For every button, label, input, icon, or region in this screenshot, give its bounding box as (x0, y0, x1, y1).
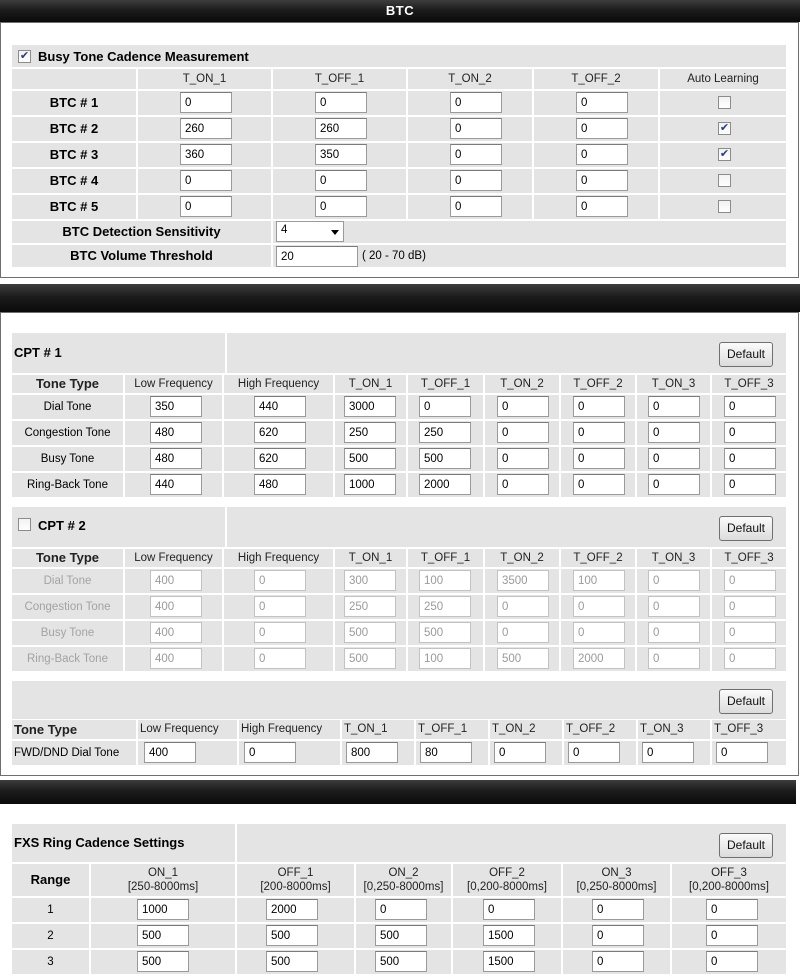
fxs-column-name: OFF_1 (277, 867, 314, 879)
cpt2-tone-label: Congestion Tone (24, 601, 111, 613)
cpt1-value-input[interactable] (497, 474, 549, 495)
fxs-value-input[interactable] (375, 899, 427, 920)
fxs-value-input[interactable] (592, 925, 644, 946)
cpt2-value-input[interactable] (150, 648, 202, 669)
cpt1-tone-label: Congestion Tone (24, 427, 111, 439)
cpt2-value-input[interactable] (254, 570, 306, 591)
btc-value-input[interactable] (450, 92, 502, 113)
cpt2-value-input[interactable] (150, 596, 202, 617)
cpt2-column-header: T_OFF_2 (573, 552, 623, 564)
btc-column-header: Auto Learning (687, 73, 759, 85)
cpt1-value-input[interactable] (344, 448, 396, 469)
cpt1-header-cell (408, 375, 483, 393)
cpt1-column-header: Tone Type (35, 376, 100, 391)
fxs-column-name: OFF_2 (489, 867, 525, 879)
cpt1-column-header: T_OFF_2 (573, 378, 623, 390)
fxs-range-header: Range (30, 872, 71, 887)
btc-header-cell (273, 69, 406, 89)
btc-sensitivity-label-cell (12, 221, 271, 243)
btc-row-label: BTC # 4 (49, 173, 99, 188)
cpt2-column-header: Low Frequency (134, 552, 213, 564)
cpt1-row-label-cell (12, 395, 123, 419)
btc-header-blank (12, 69, 136, 89)
btc-header-cell (138, 69, 271, 89)
cpt1-value-input[interactable] (648, 422, 700, 443)
fxs-value-input[interactable] (483, 951, 535, 972)
btc-threshold-label: BTC Volume Threshold (70, 248, 213, 263)
cpt1-value-input[interactable] (419, 448, 471, 469)
fxs-value-input[interactable] (706, 925, 758, 946)
cpt1-value-input[interactable] (573, 448, 625, 469)
btc-column-header: T_OFF_1 (314, 73, 365, 85)
fxs-value-input[interactable] (375, 925, 427, 946)
fxs-range-number: 3 (47, 956, 54, 968)
btc-measurement-label: Busy Tone Cadence Measurement (38, 49, 249, 64)
cpt2-tone-label: Dial Tone (43, 575, 92, 587)
fxs-column-range: [250-8000ms] (127, 881, 199, 893)
fwd-column-header: T_ON_1 (344, 723, 388, 735)
cpt1-row-label-cell (12, 473, 123, 497)
cpt2-value-input[interactable] (724, 596, 776, 617)
btc-value-input[interactable] (450, 170, 502, 191)
cpt1-value-input[interactable] (648, 448, 700, 469)
cpt2-column-header: T_OFF_3 (724, 552, 774, 564)
cpt2-value-input[interactable] (724, 570, 776, 591)
fxs-value-input[interactable] (706, 899, 758, 920)
btc-header-cell (408, 69, 532, 89)
fwd-tone-label: FWD/DND Dial Tone (14, 747, 120, 759)
btc-title: BTC (385, 3, 415, 18)
cpt1-value-input[interactable] (573, 396, 625, 417)
btc-value-input[interactable] (576, 118, 628, 139)
cpt1-value-input[interactable] (150, 396, 202, 417)
btc-auto-learning-checkbox[interactable] (718, 96, 731, 109)
btc-auto-learning-checkbox[interactable] (718, 200, 731, 213)
cpt2-header-cell (224, 549, 333, 567)
btc-row-label: BTC # 1 (49, 95, 99, 110)
btc-sensitivity-label: BTC Detection Sensitivity (62, 224, 221, 239)
fxs-row-label-cell (12, 898, 89, 922)
cpt2-tone-label: Ring-Back Tone (27, 653, 108, 665)
fwd-value-input[interactable] (144, 742, 196, 763)
cpt2-row-label-cell (12, 621, 123, 645)
cpt2-value-input[interactable] (573, 622, 625, 643)
btc-row-label-cell (12, 91, 136, 115)
fxs-range-number: 1 (47, 904, 54, 916)
fwd-value-input[interactable] (244, 742, 296, 763)
fwd-header-cell (342, 720, 414, 739)
fxs-range-header-cell (12, 864, 89, 896)
cpt1-value-input[interactable] (648, 474, 700, 495)
btc-value-input[interactable] (576, 196, 628, 217)
cpt1-header-cell (12, 375, 123, 393)
cpt1-value-input[interactable] (419, 396, 471, 417)
btc-header-cell (660, 69, 786, 89)
fwd-default-cell (12, 681, 786, 719)
cpt1-column-header: T_OFF_3 (724, 378, 774, 390)
cpt1-value-input[interactable] (254, 422, 306, 443)
cpt2-row-label-cell (12, 595, 123, 619)
fwd-header-cell (638, 720, 710, 739)
cpt2-value-input[interactable] (648, 648, 700, 669)
fxs-column-range: [0,250-8000ms] (363, 881, 444, 893)
cpt1-column-header: T_ON_2 (500, 378, 544, 390)
fxs-value-input[interactable] (706, 951, 758, 972)
cpt2-tone-label: Busy Tone (40, 627, 95, 639)
cpt2-row-label-cell (12, 647, 123, 671)
cpt2-header-cell (712, 549, 786, 567)
cpt2-value-input[interactable] (419, 570, 471, 591)
cpt1-value-input[interactable] (254, 474, 306, 495)
fxs-column-name: ON_2 (388, 867, 419, 879)
cpt2-value-input[interactable] (254, 648, 306, 669)
fxs-value-input[interactable] (592, 899, 644, 920)
cpt1-title: CPT # 1 (14, 345, 62, 360)
cpt2-header-cell (408, 549, 483, 567)
fwd-column-header: T_OFF_1 (418, 723, 468, 735)
cpt2-column-header: T_ON_2 (500, 552, 544, 564)
cpt1-header-cell (485, 375, 559, 393)
btc-row-label-cell (12, 117, 136, 141)
btc-column-header: T_OFF_2 (571, 73, 621, 85)
cpt1-header-cell (712, 375, 786, 393)
fxs-column-name: ON_3 (601, 867, 632, 879)
fwd-column-header: T_ON_3 (640, 723, 684, 735)
cpt2-value-input[interactable] (573, 596, 625, 617)
cpt2-header-cell (125, 549, 222, 567)
cpt1-header-cell (335, 375, 406, 393)
btc-row-label-cell (12, 195, 136, 219)
cpt2-value-input[interactable] (724, 622, 776, 643)
cpt1-column-header: T_ON_1 (348, 378, 393, 390)
btc-value-input[interactable] (315, 92, 367, 113)
cpt2-value-input[interactable] (648, 596, 700, 617)
fwd-value-input[interactable] (494, 742, 546, 763)
cpt2-header-cell (485, 549, 559, 567)
cpt1-value-input[interactable] (497, 448, 549, 469)
fxs-value-input[interactable] (137, 951, 189, 972)
cpt2-value-input[interactable] (150, 622, 202, 643)
cpt1-tone-label: Dial Tone (43, 401, 92, 413)
cpt1-value-input[interactable] (344, 396, 396, 417)
fxs-value-input[interactable] (266, 925, 318, 946)
cpt1-value-input[interactable] (254, 448, 306, 469)
cpt1-value-input[interactable] (419, 474, 471, 495)
cpt2-value-input[interactable] (344, 570, 396, 591)
fwd-row-label-cell (12, 741, 136, 765)
btc-row-label-cell (12, 143, 136, 167)
fxs-value-input[interactable] (483, 899, 535, 920)
cpt2-value-input[interactable] (150, 570, 202, 591)
cpt1-value-input[interactable] (150, 448, 202, 469)
fxs-column-name: OFF_3 (711, 867, 747, 879)
btc-threshold-input[interactable] (276, 246, 358, 267)
cpt1-value-input[interactable] (497, 396, 549, 417)
fwd-header-cell (416, 720, 488, 739)
btc-column-header: T_ON_2 (448, 73, 492, 85)
fxs-default-button[interactable]: Default (719, 833, 773, 858)
cpt2-value-input[interactable] (344, 596, 396, 617)
cpt2-value-input[interactable] (344, 622, 396, 643)
cpt2-value-input[interactable] (344, 648, 396, 669)
cpt1-value-input[interactable] (254, 396, 306, 417)
cpt1-tone-label: Busy Tone (40, 453, 95, 465)
fwd-header-cell (564, 720, 636, 739)
btc-value-input[interactable] (450, 196, 502, 217)
btc-value-input[interactable] (180, 170, 232, 191)
fxs-column-range: [0,250-8000ms] (576, 881, 657, 893)
btc-value-input[interactable] (180, 92, 232, 113)
btc-title-bar (0, 0, 800, 22)
btc-value-input[interactable] (315, 118, 367, 139)
btc-value-input[interactable] (576, 92, 628, 113)
cpt2-value-input[interactable] (419, 648, 471, 669)
btc-column-header: T_ON_1 (182, 73, 227, 85)
fxs-row-label-cell (12, 950, 89, 974)
cpt1-value-input[interactable] (724, 474, 776, 495)
btc-auto-learning-checkbox[interactable]: ✔ (719, 122, 730, 134)
cpt1-default-cell (227, 333, 786, 373)
fxs-default-cell (237, 824, 786, 862)
btc-value-input[interactable] (180, 118, 232, 139)
fwd-value-input[interactable] (716, 742, 768, 763)
fxs-title-bar (0, 780, 796, 804)
cpt2-title: CPT # 2 (38, 518, 86, 533)
cpt1-header-cell (125, 375, 222, 393)
fwd-column-header: Low Frequency (140, 723, 219, 735)
fxs-column-range: [200-8000ms] (260, 881, 331, 893)
cpt1-column-header: T_OFF_1 (420, 378, 471, 390)
btc-value-input[interactable] (450, 144, 502, 165)
fxs-range-number: 2 (47, 930, 54, 942)
fwd-column-header: High Frequency (241, 723, 323, 735)
cpt1-column-header: Low Frequency (134, 378, 213, 390)
fxs-title: FXS Ring Cadence Settings (14, 835, 185, 850)
fwd-header-cell (239, 720, 340, 739)
cpt1-value-input[interactable] (573, 422, 625, 443)
cpt2-header-cell (561, 549, 635, 567)
cpt2-value-input[interactable] (497, 596, 549, 617)
btc-sensitivity-value: 4 (281, 224, 288, 236)
cpt2-column-header: High Frequency (237, 552, 320, 564)
btc-value-input[interactable] (180, 196, 232, 217)
fxs-value-input[interactable] (266, 951, 318, 972)
btc-value-input[interactable] (576, 144, 628, 165)
fxs-header-cell (356, 864, 451, 896)
fxs-header-cell (563, 864, 670, 896)
fwd-value-input[interactable] (568, 742, 620, 763)
btc-threshold-hint: ( 20 - 70 dB) (362, 250, 426, 262)
btc-header-cell (534, 69, 658, 89)
cpt2-value-input[interactable] (724, 648, 776, 669)
fwd-value-input[interactable] (346, 742, 398, 763)
cpt2-column-header: T_ON_1 (348, 552, 393, 564)
cpt2-value-input[interactable] (648, 622, 700, 643)
cpt1-column-header: T_ON_3 (651, 378, 696, 390)
cpt2-value-input[interactable] (254, 622, 306, 643)
fxs-column-range: [0,200-8000ms] (467, 881, 547, 893)
cpt1-row-label-cell (12, 421, 123, 445)
cpt1-tone-label: Ring-Back Tone (27, 479, 108, 491)
fwd-header-cell (490, 720, 562, 739)
btc-row-label: BTC # 2 (49, 121, 99, 136)
chevron-down-icon (331, 230, 339, 235)
cpt2-value-input[interactable] (497, 570, 549, 591)
btc-auto-learning-checkbox[interactable]: ✔ (719, 148, 730, 160)
cpt2-value-input[interactable] (573, 570, 625, 591)
cpt1-value-input[interactable] (344, 474, 396, 495)
cpt1-header-cell (224, 375, 333, 393)
btc-value-input[interactable] (315, 196, 367, 217)
cpt2-header-cell (335, 549, 406, 567)
fwd-column-header: T_OFF_3 (714, 723, 764, 735)
fxs-header-cell (453, 864, 561, 896)
cpt2-default-button[interactable]: Default (719, 516, 773, 541)
cpt1-value-input[interactable] (724, 396, 776, 417)
btc-sensitivity-value-cell (273, 221, 786, 243)
fxs-header-cell (237, 864, 354, 896)
fxs-column-name: ON_1 (147, 867, 179, 879)
cpt1-header-cell (637, 375, 710, 393)
btc-value-input[interactable] (450, 118, 502, 139)
fwd-value-input[interactable] (420, 742, 472, 763)
cpt1-value-input[interactable] (648, 396, 700, 417)
btc-sensitivity-select[interactable] (276, 221, 344, 242)
cpt2-value-input[interactable] (419, 622, 471, 643)
fxs-value-input[interactable] (137, 925, 189, 946)
cpt2-value-input[interactable] (497, 622, 549, 643)
cpt2-column-header: T_OFF_1 (420, 552, 471, 564)
cpt2-value-input[interactable] (648, 570, 700, 591)
fxs-value-input[interactable] (375, 951, 427, 972)
fxs-value-input[interactable] (483, 925, 535, 946)
btc-auto-learning-checkbox[interactable] (718, 174, 731, 187)
cpt1-value-input[interactable] (724, 422, 776, 443)
cpt2-column-header: Tone Type (35, 550, 100, 565)
fxs-value-input[interactable] (266, 899, 318, 920)
cpt1-row-label-cell (12, 447, 123, 471)
cpt2-value-input[interactable] (497, 648, 549, 669)
btc-row-label-cell (12, 169, 136, 193)
btc-threshold-label-cell (12, 245, 271, 267)
cpt2-column-header: T_ON_3 (651, 552, 696, 564)
fwd-header-cell (138, 720, 237, 739)
btc-row-label: BTC # 3 (49, 147, 99, 162)
fxs-value-input[interactable] (592, 951, 644, 972)
fxs-header-cell (672, 864, 786, 896)
cpt2-enable-checkbox[interactable] (18, 518, 31, 531)
btc-value-input[interactable] (315, 170, 367, 191)
btc-value-input[interactable] (576, 170, 628, 191)
cpt2-value-input[interactable] (254, 596, 306, 617)
cpt1-value-input[interactable] (573, 474, 625, 495)
cpt2-row-label-cell (12, 569, 123, 593)
cpt1-value-input[interactable] (344, 422, 396, 443)
fwd-header-cell (712, 720, 786, 739)
cpt1-value-input[interactable] (419, 422, 471, 443)
fxs-value-input[interactable] (137, 899, 189, 920)
cpt1-value-input[interactable] (150, 422, 202, 443)
fxs-column-range: [0,200-8000ms] (689, 881, 769, 893)
cpt1-value-input[interactable] (497, 422, 549, 443)
cpt1-value-input[interactable] (150, 474, 202, 495)
btc-value-input[interactable] (180, 144, 232, 165)
cpt1-column-header: High Frequency (237, 378, 320, 390)
fxs-row-label-cell (12, 924, 89, 948)
cpt2-header-cell (12, 549, 123, 567)
btc-value-input[interactable] (315, 144, 367, 165)
cpt-title-bar (0, 284, 800, 312)
fwd-value-input[interactable] (642, 742, 694, 763)
cpt2-default-cell (227, 507, 786, 547)
cpt2-value-input[interactable] (573, 648, 625, 669)
cpt1-header-cell (561, 375, 635, 393)
fwd-column-header: T_ON_2 (492, 723, 536, 735)
fxs-header-cell (91, 864, 235, 896)
fwd-header-cell (12, 720, 136, 739)
fwd-default-button[interactable]: Default (719, 689, 773, 714)
btc-measurement-checkbox[interactable]: ✔ (19, 50, 30, 62)
cpt2-header-cell (637, 549, 710, 567)
fwd-column-header: Tone Type (14, 722, 78, 737)
fwd-column-header: T_OFF_2 (566, 723, 616, 735)
btc-row-label: BTC # 5 (49, 199, 99, 214)
cpt1-value-input[interactable] (724, 448, 776, 469)
cpt1-default-button[interactable]: Default (719, 342, 773, 367)
cpt2-value-input[interactable] (419, 596, 471, 617)
